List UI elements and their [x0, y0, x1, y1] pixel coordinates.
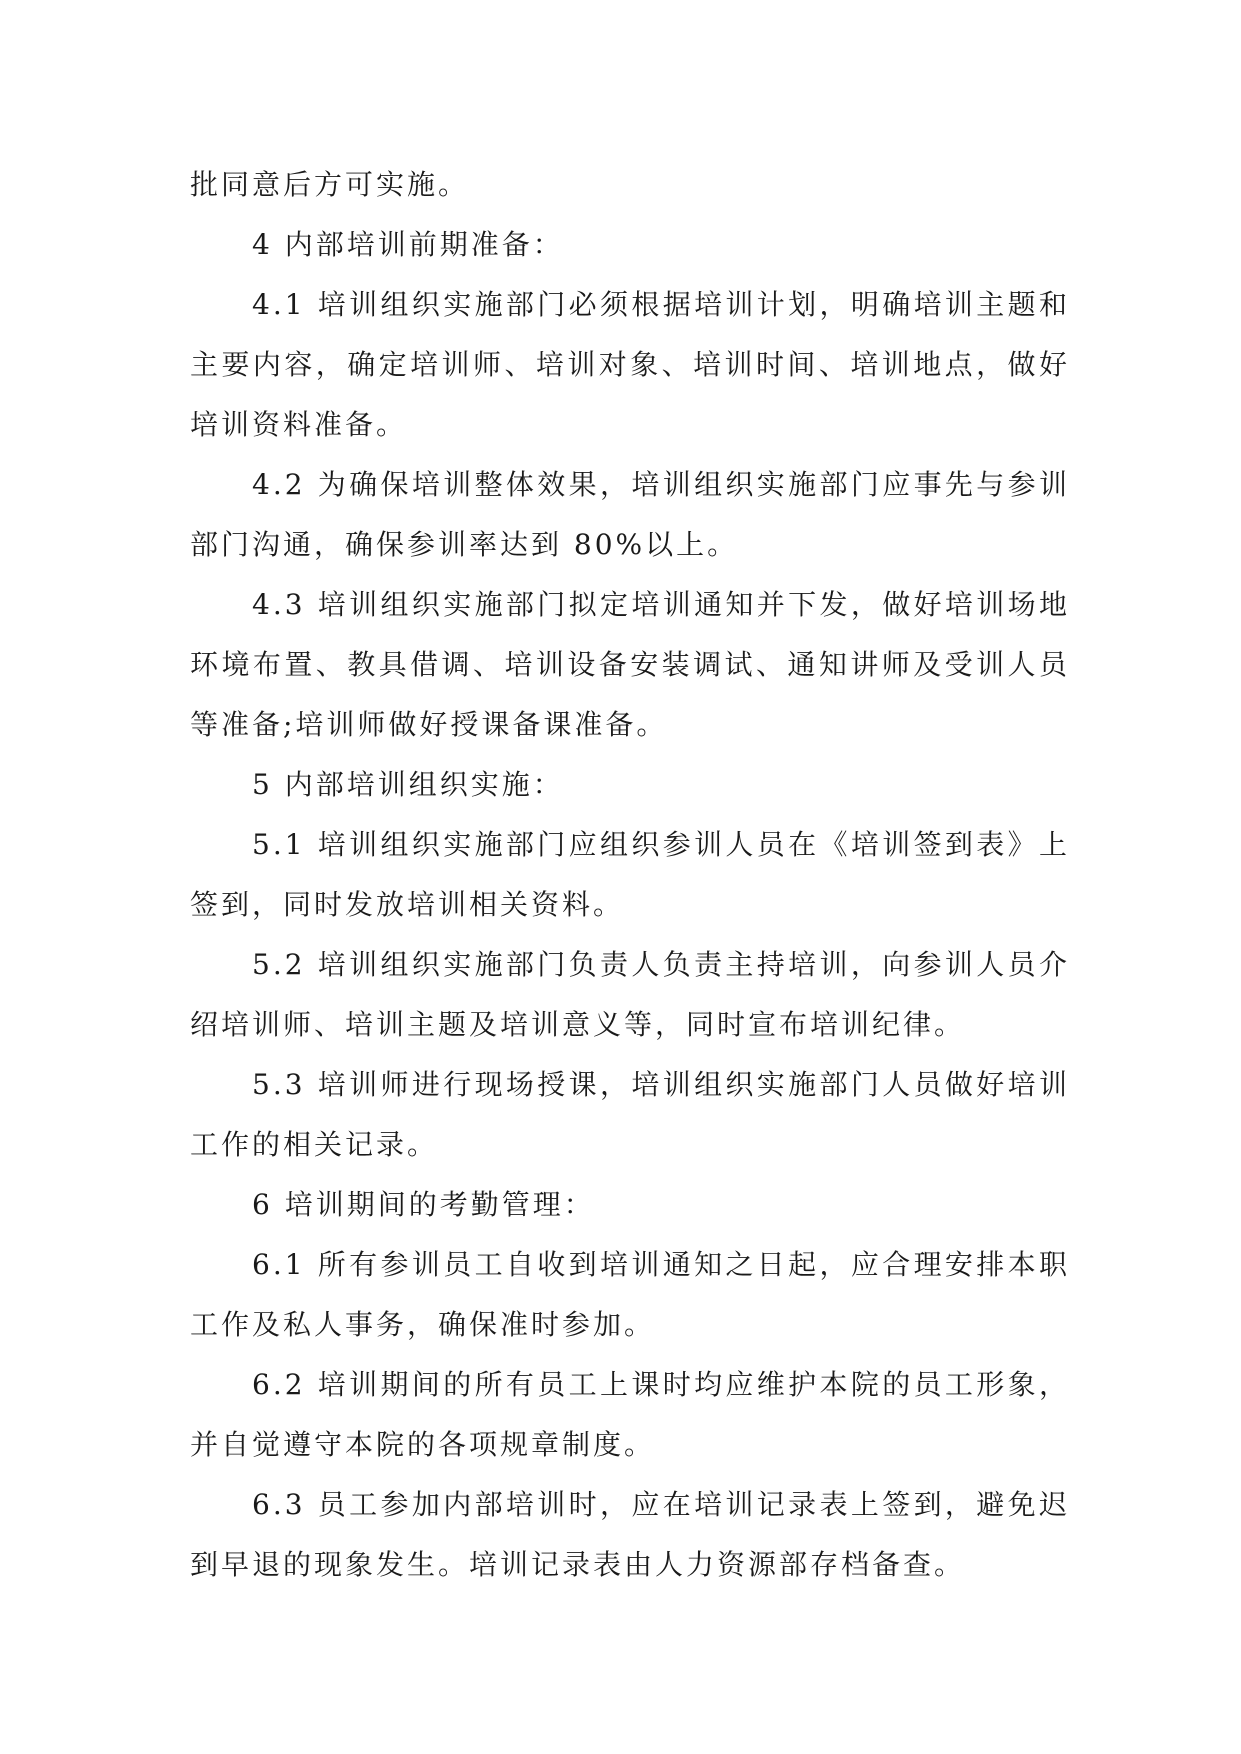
- section-heading-6: 6 培训期间的考勤管理：: [252, 1188, 595, 1221]
- clause-5-2: 5.2 培训组织实施部门负责人负责主持培训，向参训人员介绍培训师、培训主题及培训意义等，同时宣布培训纪律。: [190, 948, 1070, 1041]
- paragraph-continuation: 批同意后方可实施。: [190, 168, 470, 201]
- clause-6-3: 6.3 员工参加内部培训时，应在培训记录表上签到，避免迟到早退的现象发生。培训记录表由人力资源部存档备查。: [190, 1488, 1070, 1581]
- clause-5-1: 5.1 培训组织实施部门应组织参训人员在《培训签到表》上签到，同时发放培训相关资料。: [190, 828, 1070, 921]
- clause-5-3: 5.3 培训师进行现场授课，培训组织实施部门人员做好培训工作的相关记录。: [190, 1068, 1070, 1161]
- section-heading-5: 5 内部培训组织实施：: [252, 768, 564, 801]
- document-body: [190, 155, 1070, 1595]
- section-heading-4: 4 内部培训前期准备：: [252, 228, 564, 261]
- clause-6-2: 6.2 培训期间的所有员工上课时均应维护本院的员工形象，并自觉遵守本院的各项规章制度。: [190, 1368, 1070, 1461]
- clause-6-1: 6.1 所有参训员工自收到培训通知之日起，应合理安排本职工作及私人事务，确保准时参加。: [190, 1248, 1070, 1341]
- clause-4-2: 4.2 为确保培训整体效果，培训组织实施部门应事先与参训部门沟通，确保参训率达到 80%以上。: [190, 468, 1070, 561]
- clause-4-3: 4.3 培训组织实施部门拟定培训通知并下发，做好培训场地环境布置、教具借调、培训设备安装调试、通知讲师及受训人员等准备;培训师做好授课备课准备。: [190, 588, 1070, 741]
- clause-4-1: 4.1 培训组织实施部门必须根据培训计划，明确培训主题和主要内容，确定培训师、培训对象、培训时间、培训地点，做好培训资料准备。: [190, 288, 1070, 441]
